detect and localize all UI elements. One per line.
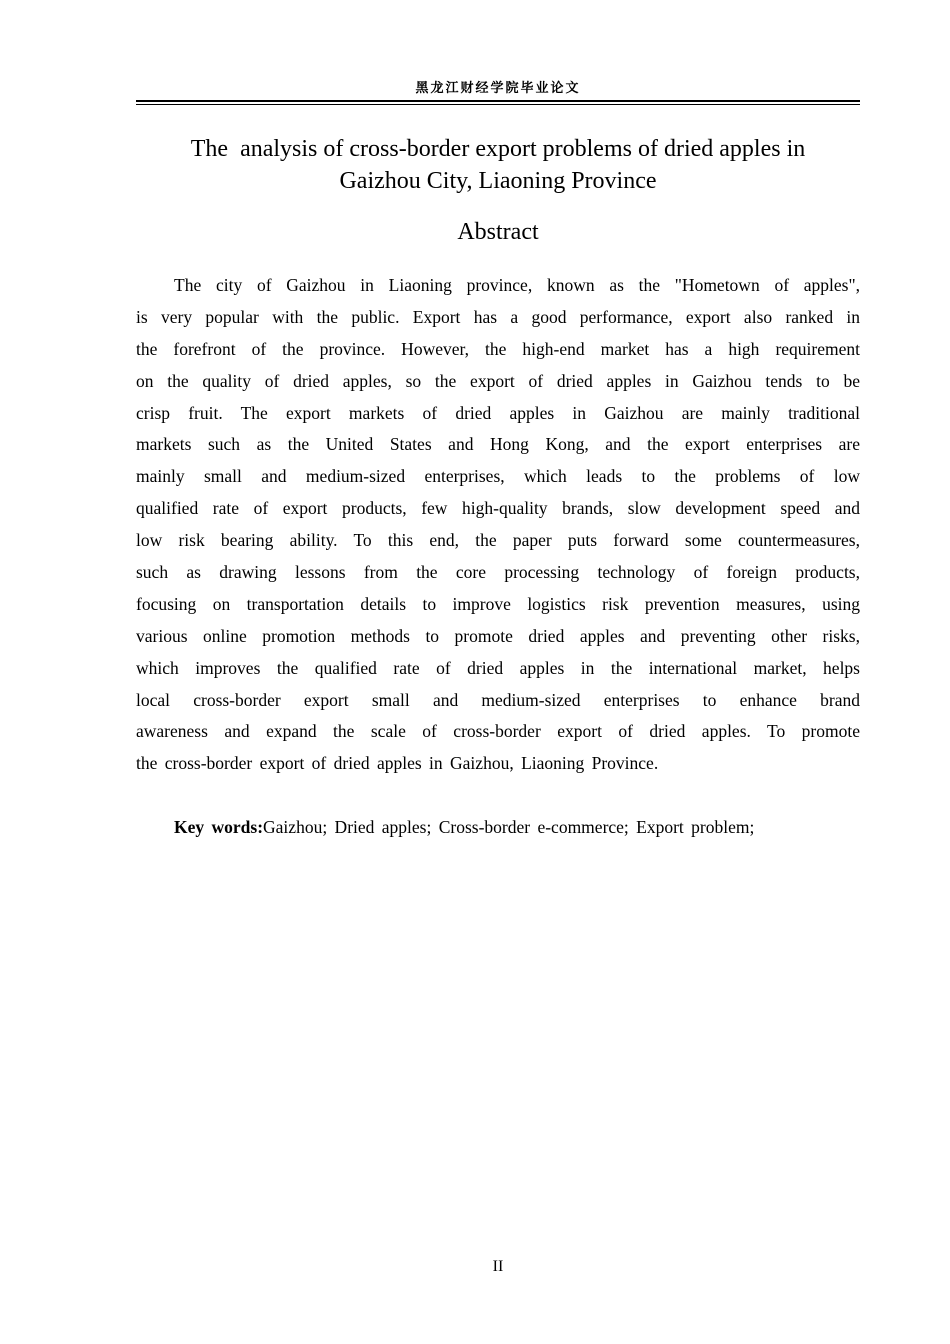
abstract-line: the cross-border export of dried apples in Gaizhou, Liaoning Province. (136, 753, 659, 774)
keywords-text: Gaizhou; Dried apples; Cross-border e-commerce; Export problem; (263, 817, 755, 837)
abstract-line: local cross-border export small and medium-sized enterprises to enhance brand (136, 689, 860, 710)
abstract-line: on the quality of dried apples, so the export of dried apples in Gaizhou tends to be (136, 370, 860, 391)
abstract-line: mainly small and medium-sized enterprises, which leads to the problems of low (136, 466, 860, 487)
abstract-line: markets such as the United States and Hong Kong, and the export enterprises are (136, 434, 860, 455)
abstract-line: low risk bearing ability. To this end, the paper puts forward some countermeasures, (136, 530, 860, 551)
abstract-line: crisp fruit. The export markets of dried apples in Gaizhou are mainly traditional (136, 402, 860, 423)
abstract-line: which improves the qualified rate of dried apples in the international market, helps (136, 657, 860, 678)
abstract-line: such as drawing lessons from the core processing technology of foreign products, (136, 562, 860, 583)
abstract-line: qualified rate of export products, few high-quality brands, slow development speed and (136, 498, 860, 519)
abstract-line: various online promotion methods to promote dried apples and preventing other risks, (136, 625, 860, 646)
abstract-line: is very popular with the public. Export has a good performance, export also ranked in (136, 306, 860, 327)
abstract-line: the forefront of the province. However, the high-end market has a high requirement (136, 338, 860, 359)
abstract-body (136, 270, 860, 780)
abstract-heading: Abstract (457, 219, 539, 245)
keywords (174, 812, 754, 844)
abstract-line: awareness and expand the scale of cross-border export of dried apples. To promote (136, 721, 860, 742)
page-number: II (492, 1258, 504, 1275)
running-header: 黑龙江财经学院毕业论文 (415, 81, 581, 96)
keywords-label: Key words: (174, 817, 264, 837)
thesis-title (136, 133, 860, 197)
abstract-line: focusing on transportation details to improve logistics risk prevention measures, using (136, 593, 860, 614)
header-rule-thick (136, 100, 860, 102)
thesis-title-line: Gaizhou City, Liaoning Province (339, 168, 657, 194)
abstract-line: The city of Gaizhou in Liaoning province, known as the "Hometown of apples", (174, 275, 860, 295)
header-rule-thin (136, 104, 860, 105)
thesis-title-line: The analysis of cross-border export problems of dried apples in (190, 136, 806, 162)
